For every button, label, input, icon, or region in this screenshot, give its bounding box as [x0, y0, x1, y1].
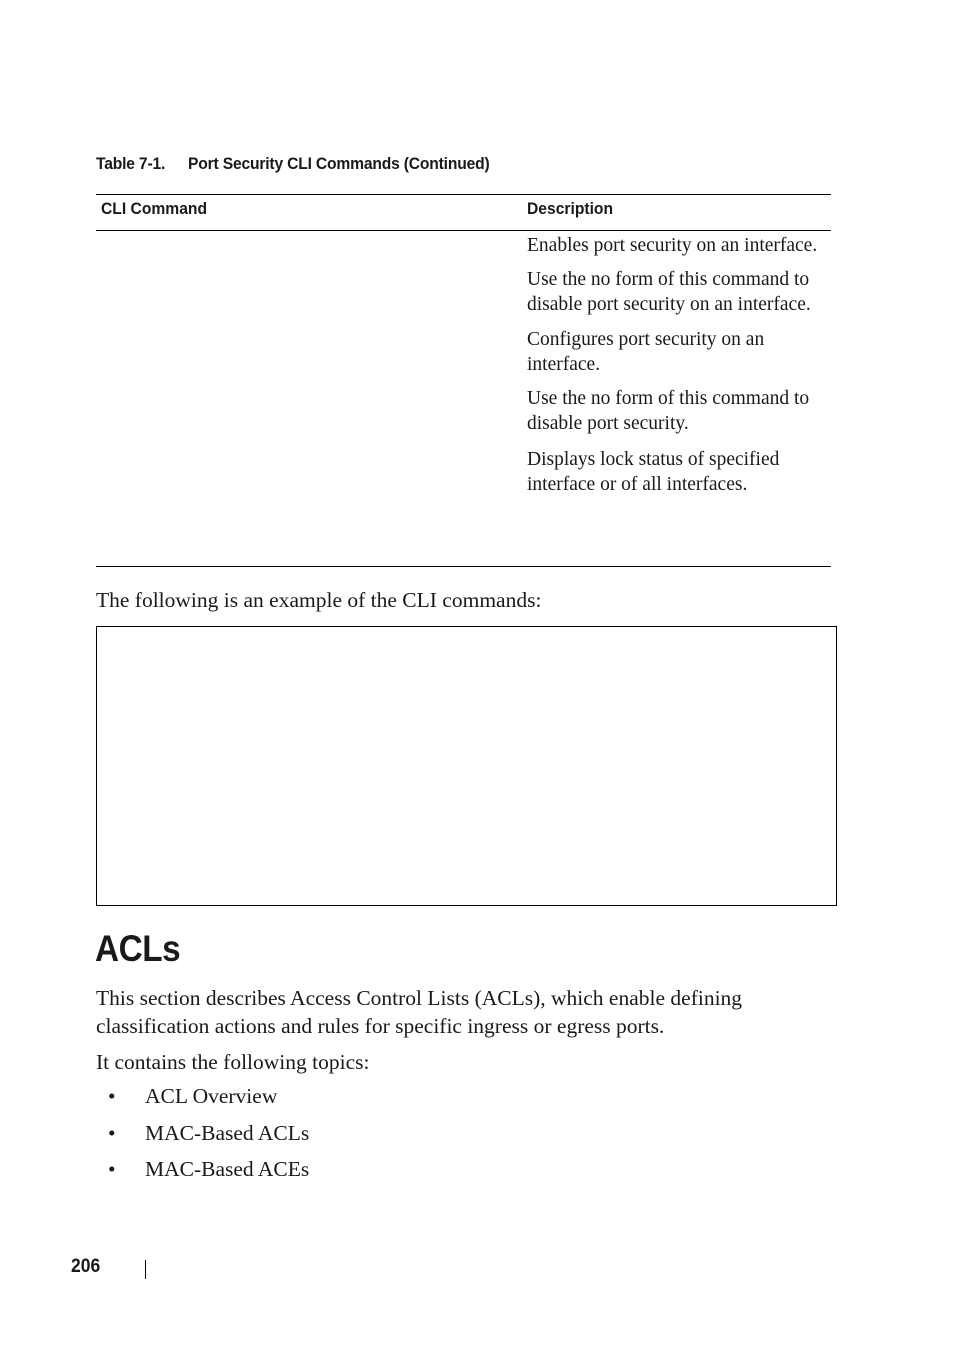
topic-link[interactable]: ACL Overview [145, 1084, 278, 1108]
topic-link[interactable]: MAC-Based ACLs [145, 1120, 310, 1145]
table-number: Table 7-1. [96, 154, 166, 173]
cli-example-intro: The following is an example of the CLI commands: [96, 588, 542, 612]
description-cell: Configures port security on an interface. [527, 329, 765, 375]
bullet-icon: • [108, 1157, 116, 1181]
description-cell: Displays lock status of specified interface or of all interfaces. [527, 449, 780, 495]
topics-intro: It contains the following topics: [96, 1050, 370, 1074]
section-paragraph: This section describes Access Control Lists (ACLs), which enable defining classification actions and rules for specific ingress or egress ports. [96, 986, 743, 1038]
table-title: Port Security CLI Commands (Continued) [188, 154, 490, 173]
description-cell: Use the no form of this command to disable port security on an interface. [527, 269, 811, 315]
bullet-icon: • [108, 1120, 116, 1145]
table-header-rule [96, 230, 831, 231]
bullet-icon: • [108, 1084, 116, 1108]
cli-example-box [96, 626, 837, 906]
page-number: 206 [71, 1256, 101, 1277]
column-header-description: Description [527, 199, 614, 218]
column-header-cli-command: CLI Command [101, 199, 208, 218]
footer-divider [145, 1260, 146, 1279]
table-bottom-rule [96, 566, 831, 567]
description-cell: Enables port security on an interface. [527, 235, 818, 256]
table-caption [96, 154, 489, 174]
table-top-rule [96, 194, 831, 195]
description-column [527, 233, 827, 497]
topic-link[interactable]: MAC-Based ACEs [145, 1157, 310, 1181]
description-cell: Use the no form of this command to disable port security. [527, 388, 810, 434]
section-heading: ACLs [95, 928, 181, 969]
